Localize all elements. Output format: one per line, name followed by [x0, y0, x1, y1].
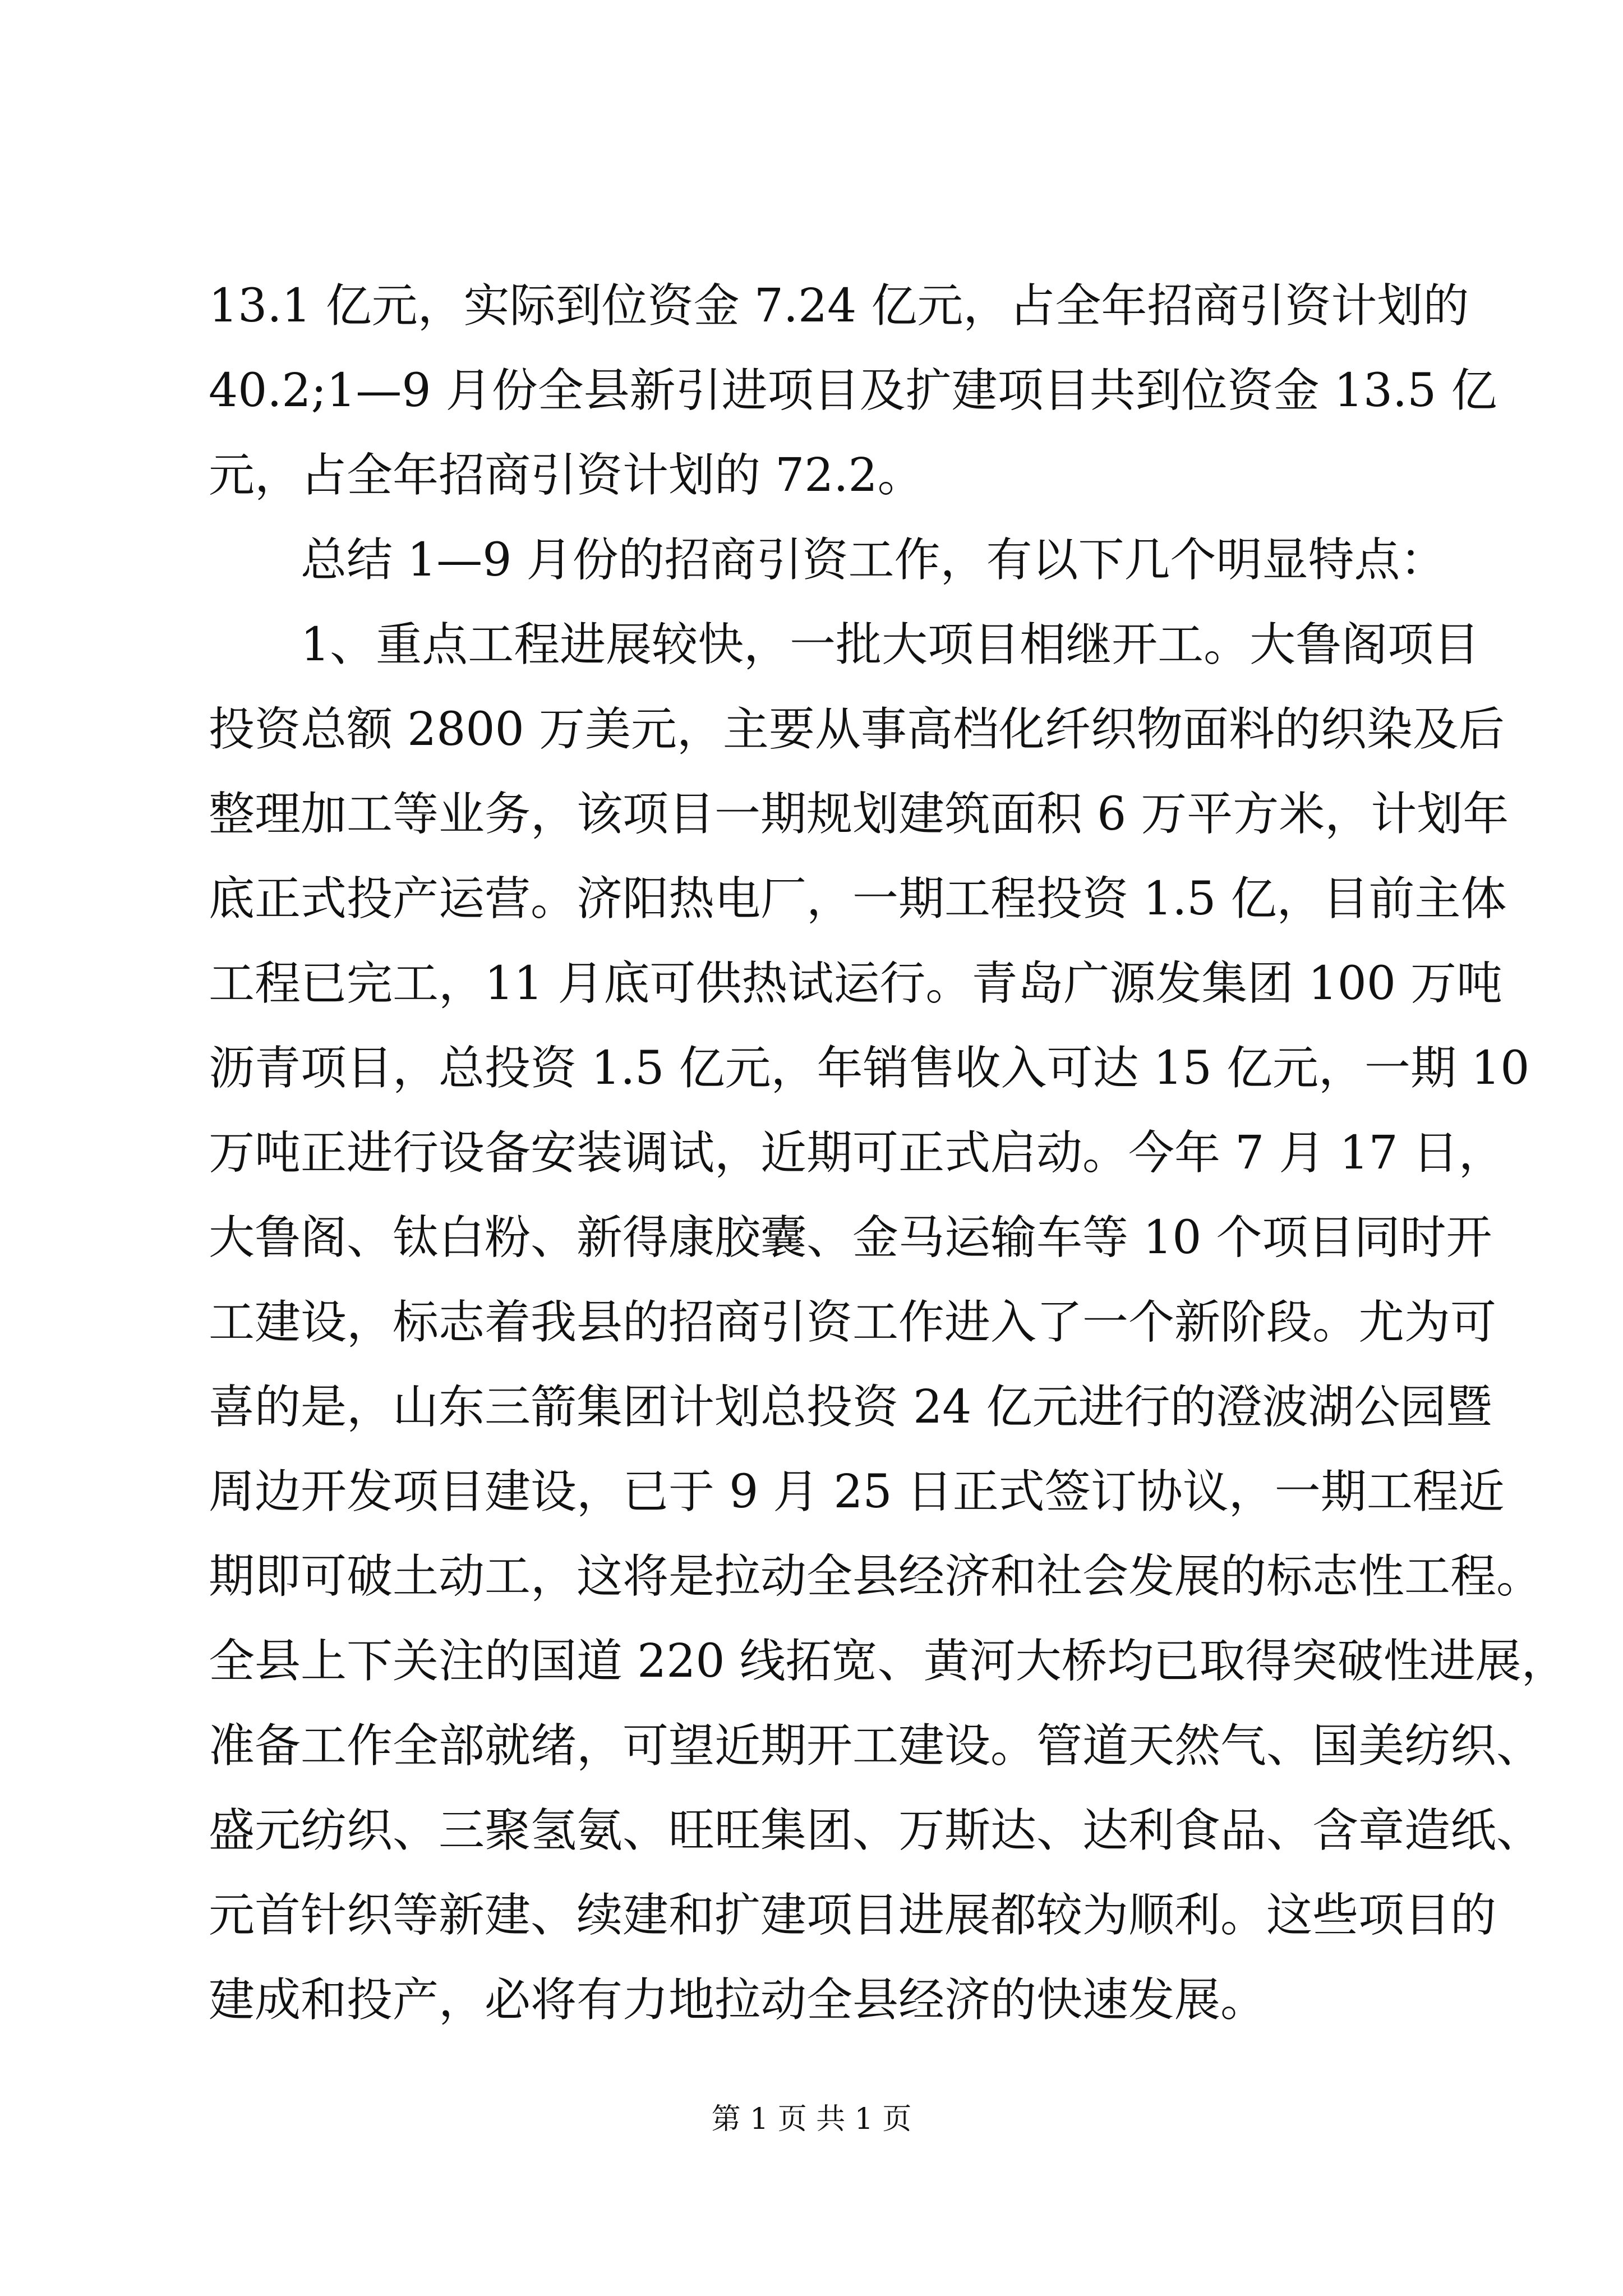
- body-line: 底正式投产运营。济阳热电厂，一期工程投资 1.5 亿，目前主体: [209, 872, 1507, 926]
- body-line: 盛元纺织、三聚氢氨、旺旺集团、万斯达、达利食品、含章造纸、: [209, 1804, 1543, 1857]
- document-body: [209, 264, 1567, 2042]
- body-line: 喜的是，山东三箭集团计划总投资 24 亿元进行的澄波湖公园暨: [209, 1381, 1492, 1434]
- body-line: 整理加工等业务，该项目一期规划建筑面积 6 万平方米，计划年: [209, 788, 1509, 841]
- body-line: 大鲁阁、钛白粉、新得康胶囊、金马运输车等 10 个项目同时开: [209, 1211, 1492, 1264]
- body-line: 全县上下关注的国道 220 线拓宽、黄河大桥均已取得突破性进展，: [209, 1635, 1567, 1688]
- body-line: 1、重点工程进展较快，一批大项目相继开工。大鲁阁项目: [301, 618, 1480, 671]
- body-line: 总结 1—9 月份的招商引资工作，有以下几个明显特点：: [301, 533, 1446, 587]
- body-line: 周边开发项目建设，已于 9 月 25 日正式签订协议，一期工程近: [209, 1465, 1505, 1519]
- body-line: 工建设，标志着我县的招商引资工作进入了一个新阶段。尤为可: [209, 1296, 1497, 1349]
- body-line: 元，占全年招商引资计划的 72.2。: [209, 449, 924, 502]
- body-line: 期即可破土动工，这将是拉动全县经济和社会发展的标志性工程。: [209, 1550, 1543, 1603]
- body-line: 工程已完工，11 月底可供热试运行。青岛广源发集团 100 万吨: [209, 957, 1503, 1010]
- body-line: 元首针织等新建、续建和扩建项目进展都较为顺利。这些项目的: [209, 1889, 1497, 1942]
- body-line: 建成和投产，必将有力地拉动全县经济的快速发展。: [209, 1973, 1267, 2027]
- body-line: 准备工作全部就绪，可望近期开工建设。管道天然气、国美纺织、: [209, 1719, 1543, 1773]
- page-number-footer: 第 1 页 共 1 页: [711, 2102, 912, 2136]
- body-line: 沥青项目，总投资 1.5 亿元，年销售收入可达 15 亿元，一期 10: [209, 1042, 1530, 1095]
- body-line: 13.1 亿元，实际到位资金 7.24 亿元，占全年招商引资计划的: [209, 279, 1469, 333]
- body-line: 40.2;1—9 月份全县新引进项目及扩建项目共到位资金 13.5 亿: [209, 364, 1497, 417]
- body-line: 投资总额 2800 万美元，主要从事高档化纤织物面料的织染及后: [209, 703, 1505, 756]
- body-line: 万吨正进行设备安装调试，近期可正式启动。今年 7 月 17 日，: [209, 1126, 1505, 1180]
